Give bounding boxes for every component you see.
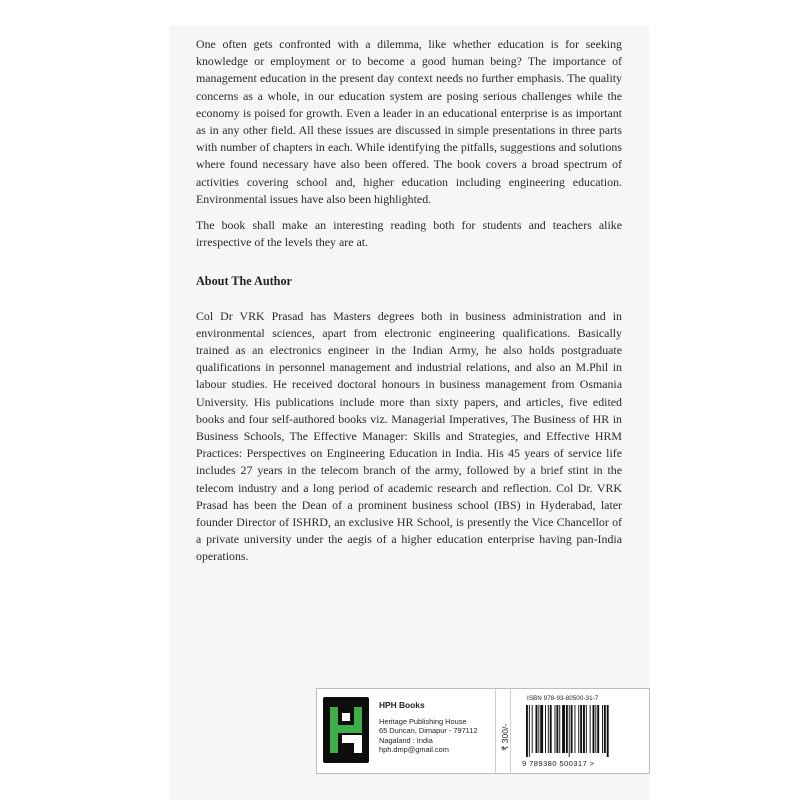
publisher-line-3: Nagaland : India	[379, 735, 433, 745]
barcode-number: 9 789380 500317 >	[522, 759, 595, 768]
isbn-label: ISBN 978-93-80500-31-7	[527, 695, 599, 702]
price-label: ₹ 300/-	[500, 723, 510, 751]
author-bio: Col Dr VRK Prasad has Masters degrees both in business administration and in environmental sciences, apart from electronic engineering qualifications. Basically trained as an electronics engineer in the Indian Army, he also holds postgraduate qualifications in personnel management and industrial relations, and also an M.Phil in labour studies. He received doctoral honours in business management from Osmania University. His publications include more than sixty papers, and articles, five edited books and four self-authored books viz. Managerial Imperatives, The Business of HR in Business Schools, The Effective Manager: Skills and Strategies, and Effective HRM Practices: Perspectives on Engineering Education in India. His 45 years of service life includes 27 years in the telecom branch of the army, followed by a brief stint in the telecom industry and a long period of academic research and reflection. Col Dr. VRK Prasad has been the Dean of a prominent business school (IBS) in Hyderabad, later founder Director of ISHRD, an exclusive HR School, is presently the Vice Chancellor of a private university under the aegis of a higher education enterprise having pan-India operations.	[196, 308, 622, 564]
publisher-line-1: Heritage Publishing House	[379, 716, 467, 726]
hph-logo-graphic	[323, 697, 369, 763]
barcode-icon	[525, 705, 637, 757]
publisher-info	[379, 701, 477, 755]
about-author-heading: About The Author	[196, 274, 292, 289]
publisher-name: HPH Books	[379, 700, 425, 710]
hph-logo-icon	[323, 697, 369, 763]
publisher-email: hph.dmp@gmail.com	[379, 745, 449, 755]
publisher-line-2: 65 Duncan, Dimapur - 797112	[379, 726, 478, 736]
publisher-box	[316, 688, 650, 774]
blurb-paragraph-2: The book shall make an interesting reading both for students and teachers alike irrespective of the levels they are at.	[196, 218, 622, 250]
blurb-paragraph-1: One often gets confronted with a dilemma, like whether education is for seeking knowledge or employment or to become a good human being? The importance of management education in the present day context needs no further emphasis. The quality concerns as a whole, in our education system are posing serious challenges while the economy is poised for growth. Even a leader in an educational enterprise is as important as in any other field. All these issues are discussed in simple presentations in three parts with number of chapters in each. While identifying the pitfalls, suggestions and solutions where found necessary have also been offered. The book covers a broad spectrum of activities covering school and, higher education including engineering education. Environmental issues have also been highlighted.	[196, 37, 622, 206]
back-cover-text	[196, 36, 622, 575]
